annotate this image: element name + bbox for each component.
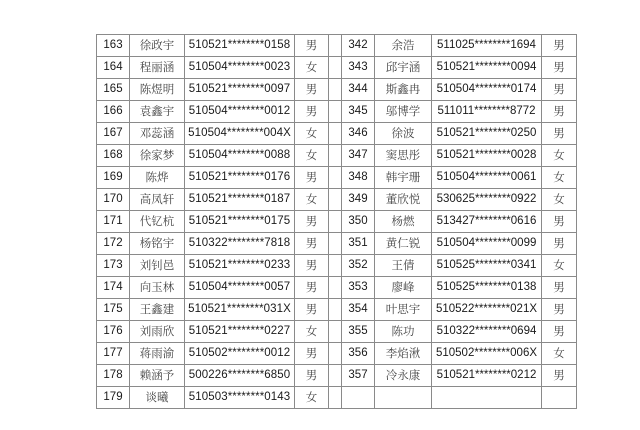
left-gender-cell: 女	[295, 387, 329, 409]
right-number-cell: 342	[342, 35, 375, 57]
left-gender-cell: 女	[295, 321, 329, 343]
left-number-cell: 179	[97, 387, 130, 409]
column-gap-cell	[329, 79, 342, 101]
right-name-cell: 王倩	[375, 255, 432, 277]
column-gap-cell	[329, 167, 342, 189]
table-row	[97, 321, 577, 343]
column-gap-cell	[329, 387, 342, 409]
right-gender-cell: 男	[542, 299, 577, 321]
right-number-cell: 351	[342, 233, 375, 255]
right-id-cell: 510521********0250	[432, 123, 542, 145]
left-id-cell: 510504********0057	[185, 277, 295, 299]
right-gender-cell	[542, 387, 577, 409]
right-name-cell: 邬博学	[375, 101, 432, 123]
left-number-cell: 176	[97, 321, 130, 343]
right-number-cell: 349	[342, 189, 375, 211]
left-gender-cell: 女	[295, 57, 329, 79]
right-id-cell: 513427********0616	[432, 211, 542, 233]
left-number-cell: 168	[97, 145, 130, 167]
right-gender-cell: 男	[542, 35, 577, 57]
right-name-cell: 杨燃	[375, 211, 432, 233]
right-name-cell	[375, 387, 432, 409]
right-id-cell: 511025********1694	[432, 35, 542, 57]
right-id-cell: 510322********0694	[432, 321, 542, 343]
column-gap-cell	[329, 123, 342, 145]
right-id-cell: 510504********0174	[432, 79, 542, 101]
left-number-cell: 174	[97, 277, 130, 299]
column-gap-cell	[329, 35, 342, 57]
left-id-cell: 510504********0012	[185, 101, 295, 123]
right-name-cell: 余浩	[375, 35, 432, 57]
column-gap-cell	[329, 57, 342, 79]
right-id-cell: 510504********0061	[432, 167, 542, 189]
right-gender-cell: 男	[542, 233, 577, 255]
column-gap-cell	[329, 299, 342, 321]
left-id-cell: 510521********0175	[185, 211, 295, 233]
table-row	[97, 145, 577, 167]
right-gender-cell: 女	[542, 343, 577, 365]
left-name-cell: 邓蕊涵	[130, 123, 185, 145]
right-gender-cell: 女	[542, 255, 577, 277]
table-row	[97, 343, 577, 365]
right-name-cell: 叶思宇	[375, 299, 432, 321]
right-number-cell: 357	[342, 365, 375, 387]
left-id-cell: 510502********0012	[185, 343, 295, 365]
left-name-cell: 程丽涵	[130, 57, 185, 79]
right-number-cell: 353	[342, 277, 375, 299]
right-gender-cell: 女	[542, 167, 577, 189]
left-id-cell: 510521********0097	[185, 79, 295, 101]
left-number-cell: 173	[97, 255, 130, 277]
left-number-cell: 165	[97, 79, 130, 101]
table-row	[97, 211, 577, 233]
left-name-cell: 王鑫建	[130, 299, 185, 321]
right-gender-cell: 男	[542, 365, 577, 387]
table-row	[97, 189, 577, 211]
left-id-cell: 510322********7818	[185, 233, 295, 255]
right-id-cell: 510521********0094	[432, 57, 542, 79]
right-number-cell: 343	[342, 57, 375, 79]
right-gender-cell: 男	[542, 123, 577, 145]
left-number-cell: 167	[97, 123, 130, 145]
right-gender-cell: 男	[542, 211, 577, 233]
left-number-cell: 175	[97, 299, 130, 321]
right-gender-cell: 男	[542, 79, 577, 101]
right-name-cell: 窦思彤	[375, 145, 432, 167]
right-name-cell: 董欣悦	[375, 189, 432, 211]
column-gap-cell	[329, 145, 342, 167]
right-name-cell: 李焰湫	[375, 343, 432, 365]
right-id-cell: 510522********021X	[432, 299, 542, 321]
table-row	[97, 387, 577, 409]
right-id-cell: 510525********0138	[432, 277, 542, 299]
table-row	[97, 101, 577, 123]
column-gap-cell	[329, 365, 342, 387]
column-gap-cell	[329, 189, 342, 211]
left-number-cell: 172	[97, 233, 130, 255]
right-id-cell: 510502********006X	[432, 343, 542, 365]
right-name-cell: 冷永康	[375, 365, 432, 387]
left-number-cell: 178	[97, 365, 130, 387]
left-name-cell: 蒋雨渝	[130, 343, 185, 365]
left-gender-cell: 男	[295, 79, 329, 101]
right-gender-cell: 男	[542, 101, 577, 123]
left-gender-cell: 男	[295, 299, 329, 321]
left-id-cell: 510521********0187	[185, 189, 295, 211]
column-gap-cell	[329, 255, 342, 277]
left-gender-cell: 男	[295, 255, 329, 277]
left-id-cell: 510521********0227	[185, 321, 295, 343]
left-name-cell: 徐家梦	[130, 145, 185, 167]
right-gender-cell: 男	[542, 321, 577, 343]
left-name-cell: 向玉林	[130, 277, 185, 299]
left-name-cell: 代钇杭	[130, 211, 185, 233]
student-roster-table	[96, 34, 577, 409]
left-number-cell: 164	[97, 57, 130, 79]
left-number-cell: 171	[97, 211, 130, 233]
left-id-cell: 510521********031X	[185, 299, 295, 321]
left-id-cell: 510503********0143	[185, 387, 295, 409]
right-id-cell: 530625********0922	[432, 189, 542, 211]
left-gender-cell: 男	[295, 233, 329, 255]
right-id-cell: 510521********0028	[432, 145, 542, 167]
column-gap-cell	[329, 233, 342, 255]
right-name-cell: 陈功	[375, 321, 432, 343]
left-id-cell: 510521********0176	[185, 167, 295, 189]
right-name-cell: 徐波	[375, 123, 432, 145]
right-number-cell: 350	[342, 211, 375, 233]
right-gender-cell: 女	[542, 189, 577, 211]
right-name-cell: 邱宇涵	[375, 57, 432, 79]
left-number-cell: 170	[97, 189, 130, 211]
right-number-cell: 354	[342, 299, 375, 321]
left-name-cell: 刘雨欣	[130, 321, 185, 343]
right-id-cell: 511011********8772	[432, 101, 542, 123]
left-number-cell: 166	[97, 101, 130, 123]
right-name-cell: 韩宇珊	[375, 167, 432, 189]
left-gender-cell: 女	[295, 145, 329, 167]
right-id-cell	[432, 387, 542, 409]
left-id-cell: 510504********0023	[185, 57, 295, 79]
column-gap-cell	[329, 343, 342, 365]
right-id-cell: 510521********0212	[432, 365, 542, 387]
left-name-cell: 赖涵予	[130, 365, 185, 387]
left-name-cell: 杨铭宇	[130, 233, 185, 255]
left-gender-cell: 男	[295, 167, 329, 189]
left-name-cell: 高凤轩	[130, 189, 185, 211]
left-gender-cell: 男	[295, 211, 329, 233]
right-number-cell: 345	[342, 101, 375, 123]
left-number-cell: 169	[97, 167, 130, 189]
left-number-cell: 177	[97, 343, 130, 365]
table-row	[97, 299, 577, 321]
right-number-cell: 348	[342, 167, 375, 189]
right-name-cell: 斯鑫冉	[375, 79, 432, 101]
left-gender-cell: 男	[295, 277, 329, 299]
right-number-cell	[342, 387, 375, 409]
right-gender-cell: 女	[542, 145, 577, 167]
left-id-cell: 510521********0233	[185, 255, 295, 277]
table-row	[97, 57, 577, 79]
left-name-cell: 陈煜明	[130, 79, 185, 101]
left-name-cell: 陈烨	[130, 167, 185, 189]
column-gap-cell	[329, 211, 342, 233]
left-id-cell: 500226********6850	[185, 365, 295, 387]
table-row	[97, 167, 577, 189]
table-row	[97, 79, 577, 101]
left-gender-cell: 男	[295, 35, 329, 57]
right-gender-cell: 男	[542, 57, 577, 79]
left-name-cell: 徐政宇	[130, 35, 185, 57]
left-gender-cell: 女	[295, 123, 329, 145]
left-gender-cell: 女	[295, 189, 329, 211]
table-row	[97, 277, 577, 299]
table-row	[97, 233, 577, 255]
left-name-cell: 谈曦	[130, 387, 185, 409]
column-gap-cell	[329, 277, 342, 299]
roster-body	[97, 35, 577, 409]
column-gap-cell	[329, 101, 342, 123]
right-number-cell: 356	[342, 343, 375, 365]
table-row	[97, 255, 577, 277]
table-row	[97, 365, 577, 387]
left-gender-cell: 男	[295, 101, 329, 123]
left-name-cell: 刘钊邑	[130, 255, 185, 277]
left-gender-cell: 男	[295, 343, 329, 365]
table-row	[97, 35, 577, 57]
left-number-cell: 163	[97, 35, 130, 57]
right-number-cell: 355	[342, 321, 375, 343]
left-id-cell: 510504********004X	[185, 123, 295, 145]
right-number-cell: 347	[342, 145, 375, 167]
right-name-cell: 黄仁锐	[375, 233, 432, 255]
right-name-cell: 廖峰	[375, 277, 432, 299]
left-id-cell: 510521********0158	[185, 35, 295, 57]
right-gender-cell: 男	[542, 277, 577, 299]
table-row	[97, 123, 577, 145]
right-id-cell: 510504********0099	[432, 233, 542, 255]
left-id-cell: 510504********0088	[185, 145, 295, 167]
right-number-cell: 346	[342, 123, 375, 145]
right-number-cell: 344	[342, 79, 375, 101]
column-gap-cell	[329, 321, 342, 343]
left-gender-cell: 男	[295, 365, 329, 387]
left-name-cell: 袁鑫宇	[130, 101, 185, 123]
right-id-cell: 510525********0341	[432, 255, 542, 277]
right-number-cell: 352	[342, 255, 375, 277]
